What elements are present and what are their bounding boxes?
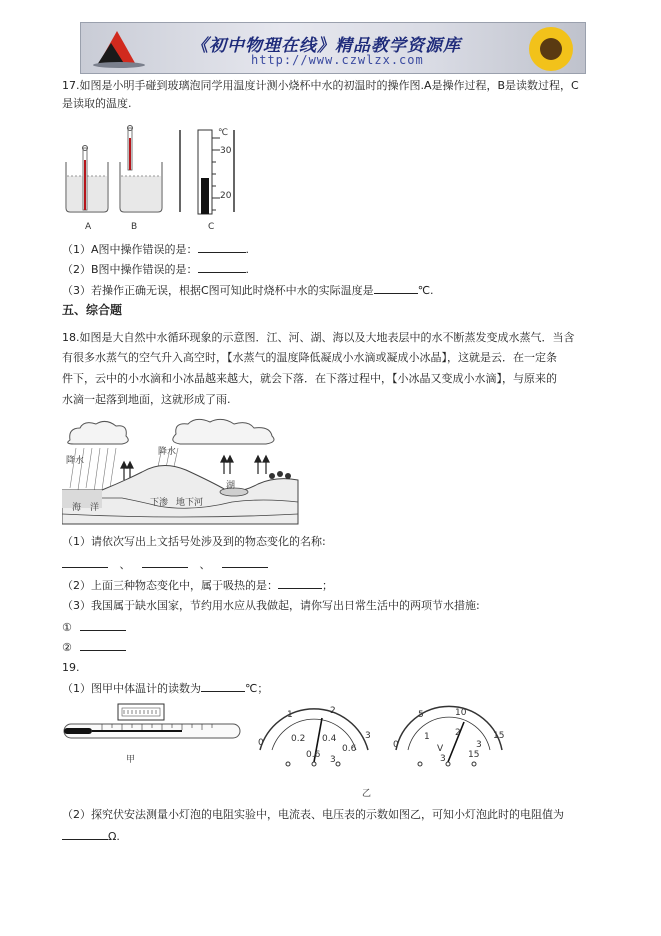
q19-number: 19.: [62, 661, 80, 674]
q18-sub1: （1）请依次写出上文括号处涉及到的物态变化的名称:: [62, 535, 326, 548]
q19-sub2-line2: Ω.: [62, 829, 120, 844]
q18-item1: ①: [62, 620, 126, 635]
voltmeter-terminal-15: 15: [468, 750, 480, 760]
rain-label-left: 降水: [66, 456, 85, 466]
scale-30-label: 30: [220, 146, 232, 156]
ammeter-scale-2: 2: [330, 706, 336, 716]
voltmeter-scale-10: 10: [455, 708, 467, 718]
infiltration-label: 下渗: [150, 498, 169, 508]
voltmeter-scale-1: 1: [424, 732, 430, 742]
q17-stem-line1: 17.如图是小明手碰到玻璃泡同学用温度计测小烧杯中水的初温时的操作图.A是操作过程，B是读数过程，C: [62, 79, 579, 92]
voltmeter-terminal-v: V: [437, 744, 444, 754]
voltmeter-terminal-3: 3: [440, 754, 446, 764]
q18-stem-line2: 有很多水蒸气的空气升入高空时，【水蒸气的温度降低凝成小水滴或凝成小冰晶】，这就是云．在一定条: [62, 351, 557, 364]
voltmeter-scale-5: 5: [418, 710, 424, 720]
voltmeter-scale-15: 15: [493, 731, 505, 741]
ammeter-scale-1: 1: [287, 710, 293, 720]
cloud-left: [68, 421, 129, 444]
scale-unit-label: ℃: [218, 128, 229, 138]
label-jia: 甲: [126, 755, 136, 765]
voltmeter-scale-3: 3: [476, 740, 482, 750]
beaker-a: [66, 146, 108, 213]
q17-sub1: （1）A图中操作错误的是： .: [62, 243, 250, 256]
groundwater-label: 地下河: [176, 498, 204, 508]
q18-sub3: （3）我国属于缺水国家，节约用水应从我做起，请你写出日常生活中的两项节水措施:: [62, 599, 480, 612]
label-c: C: [208, 222, 215, 232]
sunflower-icon: [521, 23, 585, 73]
label-a: A: [85, 222, 92, 232]
q18-stem-line3: 件下，云中的小水滴和小冰晶越来越大，就会下落．在下落过程中，【小冰晶又变成小水滴】，与原来的: [62, 372, 557, 385]
sea-label: 海 洋: [72, 503, 100, 513]
voltmeter-scale-0: 0: [393, 740, 399, 750]
q17-sub2: （2）B图中操作错误的是： .: [62, 263, 250, 276]
scale-c: [180, 130, 234, 214]
q18-sub1-blanks: 、 、: [62, 557, 268, 572]
rain-label-right: 降水: [158, 447, 177, 457]
ammeter-scale-3: 3: [365, 731, 371, 741]
ammeter-terminal-06: 0.6: [306, 750, 321, 760]
scale-20-label: 20: [220, 191, 232, 201]
q18-item2: ②: [62, 640, 126, 655]
banner-title: 《初中物理在线》精品教学资源库: [191, 36, 461, 56]
voltmeter-scale-2: 2: [455, 728, 461, 738]
q19-sub2-line1: （2）探究伏安法测量小灯泡的电阻实验中，电流表、电压表的示数如图乙，可知小灯泡此时的电阻值为: [62, 808, 564, 821]
q19-sub1: （1）图甲中体温计的读数为 ℃；: [62, 682, 269, 695]
ammeter-terminal-3: 3: [330, 755, 336, 765]
beaker-b: [120, 126, 162, 213]
voltmeter: [390, 704, 506, 772]
lake-label: 湖: [226, 481, 236, 491]
ammeter-scale-02: 0.2: [291, 734, 306, 744]
cloud-right: [173, 419, 274, 444]
header-banner: [80, 22, 586, 74]
label-yi: 乙: [362, 789, 372, 799]
q18-stem-line1: 18.如图是大自然中水循环现象的示意图．江、河、湖、海以及大地表层中的水不断蒸发变成水蒸气．当含: [62, 331, 575, 344]
trees: [269, 471, 291, 479]
ammeter-scale-06: 0.6: [342, 744, 357, 754]
ammeter-scale-0: 0: [258, 738, 264, 748]
section-heading: 五、综合题: [62, 303, 123, 317]
q17-stem-line2: 是读取的温度.: [62, 97, 132, 110]
q18-stem-line4: 水滴一起落到地面，这就形成了雨.: [62, 393, 231, 406]
ammeter: [252, 702, 374, 772]
ammeter-scale-04: 0.4: [322, 734, 337, 744]
clinical-thermometer: [62, 700, 244, 746]
label-b: B: [131, 222, 138, 232]
logo-icon: [89, 27, 149, 69]
q17-sub3: （3）若操作正确无误，根据C图可知此时烧杯中水的实际温度是 ℃.: [62, 284, 434, 297]
q18-sub2: （2）上面三种物态变化中，属于吸热的是： ；: [62, 579, 333, 592]
banner-url: http://www.czwlzx.com: [251, 53, 424, 67]
